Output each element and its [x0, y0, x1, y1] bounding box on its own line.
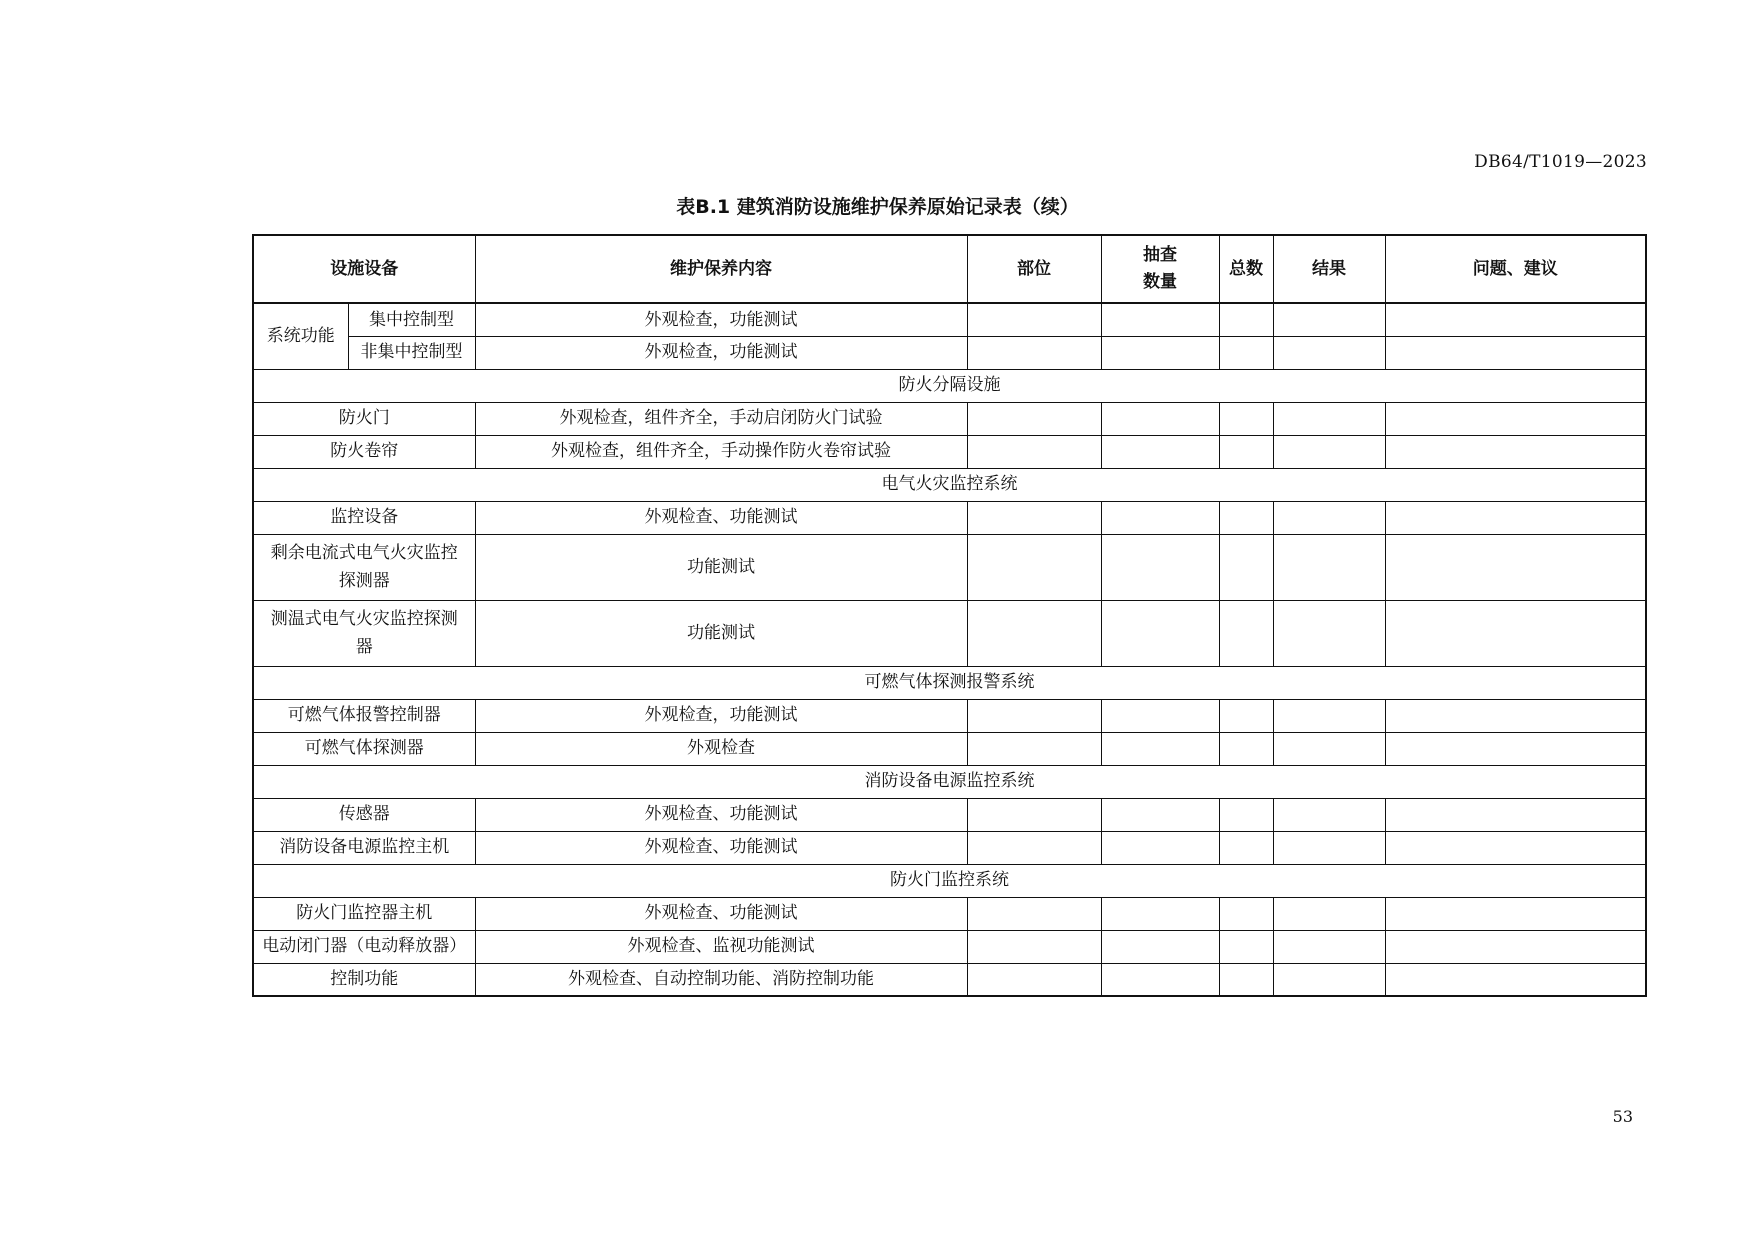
header-result: 结果 — [1273, 235, 1385, 303]
content-cell: 功能测试 — [475, 534, 967, 600]
content-cell: 外观检查，功能测试 — [475, 303, 967, 336]
facility-cell: 防火门监控器主机 — [253, 897, 475, 930]
section-row — [253, 765, 1646, 798]
sample-cell[interactable] — [1101, 402, 1219, 435]
facility-line2: 器 — [355, 637, 373, 657]
table-row — [253, 600, 1646, 666]
issues-cell[interactable] — [1385, 303, 1646, 336]
issues-cell[interactable] — [1385, 831, 1646, 864]
result-cell[interactable] — [1273, 963, 1385, 996]
location-cell[interactable] — [967, 600, 1101, 666]
table-row — [253, 732, 1646, 765]
facility-line2: 探测器 — [338, 571, 390, 591]
result-cell[interactable] — [1273, 897, 1385, 930]
maintenance-record-table — [252, 234, 1647, 997]
content-cell: 外观检查、功能测试 — [475, 798, 967, 831]
page-number: 53 — [1612, 1107, 1633, 1126]
table-row — [253, 501, 1646, 534]
table-row — [253, 303, 1646, 336]
location-cell[interactable] — [967, 930, 1101, 963]
facility-cell: 电动闭门器（电动释放器） — [253, 930, 475, 963]
facility-cell: 防火门 — [253, 402, 475, 435]
table-row — [253, 897, 1646, 930]
header-issues: 问题、建议 — [1385, 235, 1646, 303]
sample-cell[interactable] — [1101, 534, 1219, 600]
location-cell[interactable] — [967, 798, 1101, 831]
header-content: 维护保养内容 — [475, 235, 967, 303]
content-cell: 外观检查、功能测试 — [475, 897, 967, 930]
facility-cell: 控制功能 — [253, 963, 475, 996]
sample-cell[interactable] — [1101, 798, 1219, 831]
result-cell[interactable] — [1273, 435, 1385, 468]
table-row — [253, 699, 1646, 732]
section-row — [253, 468, 1646, 501]
result-cell[interactable] — [1273, 336, 1385, 369]
facility-cell: 传感器 — [253, 798, 475, 831]
content-cell: 外观检查、功能测试 — [475, 831, 967, 864]
location-cell[interactable] — [967, 534, 1101, 600]
result-cell[interactable] — [1273, 831, 1385, 864]
table-row — [253, 798, 1646, 831]
issues-cell[interactable] — [1385, 600, 1646, 666]
issues-cell[interactable] — [1385, 930, 1646, 963]
section-heading: 防火分隔设施 — [253, 369, 1646, 402]
location-cell[interactable] — [967, 303, 1101, 336]
result-cell[interactable] — [1273, 699, 1385, 732]
total-cell[interactable] — [1219, 831, 1273, 864]
total-cell[interactable] — [1219, 798, 1273, 831]
issues-cell[interactable] — [1385, 897, 1646, 930]
header-sample-quantity — [1101, 235, 1219, 303]
sample-cell[interactable] — [1101, 897, 1219, 930]
content-cell: 外观检查、功能测试 — [475, 501, 967, 534]
sample-cell[interactable] — [1101, 963, 1219, 996]
facility-line1: 测温式电气火灾监控探测 — [270, 608, 458, 629]
location-cell[interactable] — [967, 435, 1101, 468]
total-cell[interactable] — [1219, 930, 1273, 963]
result-cell[interactable] — [1273, 600, 1385, 666]
content-cell: 外观检查，功能测试 — [475, 699, 967, 732]
table-row — [253, 435, 1646, 468]
facility-cell: 可燃气体探测器 — [253, 732, 475, 765]
sample-cell[interactable] — [1101, 600, 1219, 666]
facility-cell: 消防设备电源监控主机 — [253, 831, 475, 864]
result-cell[interactable] — [1273, 501, 1385, 534]
header-location: 部位 — [967, 235, 1101, 303]
content-cell: 功能测试 — [475, 600, 967, 666]
location-cell[interactable] — [967, 897, 1101, 930]
section-heading: 防火门监控系统 — [253, 864, 1646, 897]
total-cell[interactable] — [1219, 534, 1273, 600]
table-row — [253, 534, 1646, 600]
header-sample-line2: 数量 — [1143, 272, 1177, 292]
location-cell[interactable] — [967, 336, 1101, 369]
section-heading: 电气火灾监控系统 — [253, 468, 1646, 501]
location-cell[interactable] — [967, 402, 1101, 435]
facility-cell: 可燃气体报警控制器 — [253, 699, 475, 732]
sample-cell[interactable] — [1101, 732, 1219, 765]
issues-cell[interactable] — [1385, 699, 1646, 732]
issues-cell[interactable] — [1385, 798, 1646, 831]
table-row — [253, 402, 1646, 435]
section-row — [253, 666, 1646, 699]
facility-cell — [253, 534, 475, 600]
header-row — [253, 235, 1646, 303]
total-cell[interactable] — [1219, 402, 1273, 435]
document-code: DB64/T1019—2023 — [1474, 152, 1647, 172]
total-cell[interactable] — [1219, 963, 1273, 996]
issues-cell[interactable] — [1385, 732, 1646, 765]
sample-cell[interactable] — [1101, 435, 1219, 468]
facility-cell: 防火卷帘 — [253, 435, 475, 468]
total-cell[interactable] — [1219, 699, 1273, 732]
total-cell[interactable] — [1219, 336, 1273, 369]
result-cell[interactable] — [1273, 534, 1385, 600]
sample-cell[interactable] — [1101, 303, 1219, 336]
total-cell[interactable] — [1219, 732, 1273, 765]
table-row — [253, 963, 1646, 996]
result-cell[interactable] — [1273, 303, 1385, 336]
header-total: 总数 — [1219, 235, 1273, 303]
issues-cell[interactable] — [1385, 435, 1646, 468]
content-cell: 外观检查、监视功能测试 — [475, 930, 967, 963]
content-cell: 外观检查，功能测试 — [475, 336, 967, 369]
result-cell[interactable] — [1273, 732, 1385, 765]
location-cell[interactable] — [967, 501, 1101, 534]
issues-cell[interactable] — [1385, 963, 1646, 996]
content-cell: 外观检查，组件齐全，手动操作防火卷帘试验 — [475, 435, 967, 468]
sample-cell[interactable] — [1101, 930, 1219, 963]
location-cell[interactable] — [967, 831, 1101, 864]
table-row — [253, 336, 1646, 369]
result-cell[interactable] — [1273, 798, 1385, 831]
issues-cell[interactable] — [1385, 534, 1646, 600]
location-cell[interactable] — [967, 963, 1101, 996]
section-heading: 可燃气体探测报警系统 — [253, 666, 1646, 699]
sample-cell[interactable] — [1101, 699, 1219, 732]
facility-cell — [253, 600, 475, 666]
facility-cell: 监控设备 — [253, 501, 475, 534]
centralized-cell: 集中控制型 — [348, 303, 475, 336]
header-sample-line1: 抽查 — [1143, 244, 1177, 265]
sample-cell[interactable] — [1101, 501, 1219, 534]
total-cell[interactable] — [1219, 501, 1273, 534]
location-cell[interactable] — [967, 732, 1101, 765]
section-row — [253, 369, 1646, 402]
section-heading: 消防设备电源监控系统 — [253, 765, 1646, 798]
issues-cell[interactable] — [1385, 402, 1646, 435]
issues-cell[interactable] — [1385, 501, 1646, 534]
sample-cell[interactable] — [1101, 831, 1219, 864]
section-row — [253, 864, 1646, 897]
result-cell[interactable] — [1273, 402, 1385, 435]
issues-cell[interactable] — [1385, 336, 1646, 369]
total-cell[interactable] — [1219, 435, 1273, 468]
total-cell[interactable] — [1219, 600, 1273, 666]
total-cell[interactable] — [1219, 303, 1273, 336]
system-function-cell: 系统功能 — [253, 303, 348, 369]
content-cell: 外观检查 — [475, 732, 967, 765]
table-title: 表B.1 建筑消防设施维护保养原始记录表（续） — [676, 196, 1079, 218]
facility-line1: 剩余电流式电气火灾监控 — [270, 542, 458, 563]
content-cell: 外观检查，组件齐全，手动启闭防火门试验 — [475, 402, 967, 435]
content-cell: 外观检查、自动控制功能、消防控制功能 — [475, 963, 967, 996]
location-cell[interactable] — [967, 699, 1101, 732]
table-row — [253, 831, 1646, 864]
total-cell[interactable] — [1219, 897, 1273, 930]
result-cell[interactable] — [1273, 930, 1385, 963]
non-centralized-cell: 非集中控制型 — [348, 336, 475, 369]
header-facility: 设施设备 — [253, 235, 475, 303]
table-row — [253, 930, 1646, 963]
sample-cell[interactable] — [1101, 336, 1219, 369]
